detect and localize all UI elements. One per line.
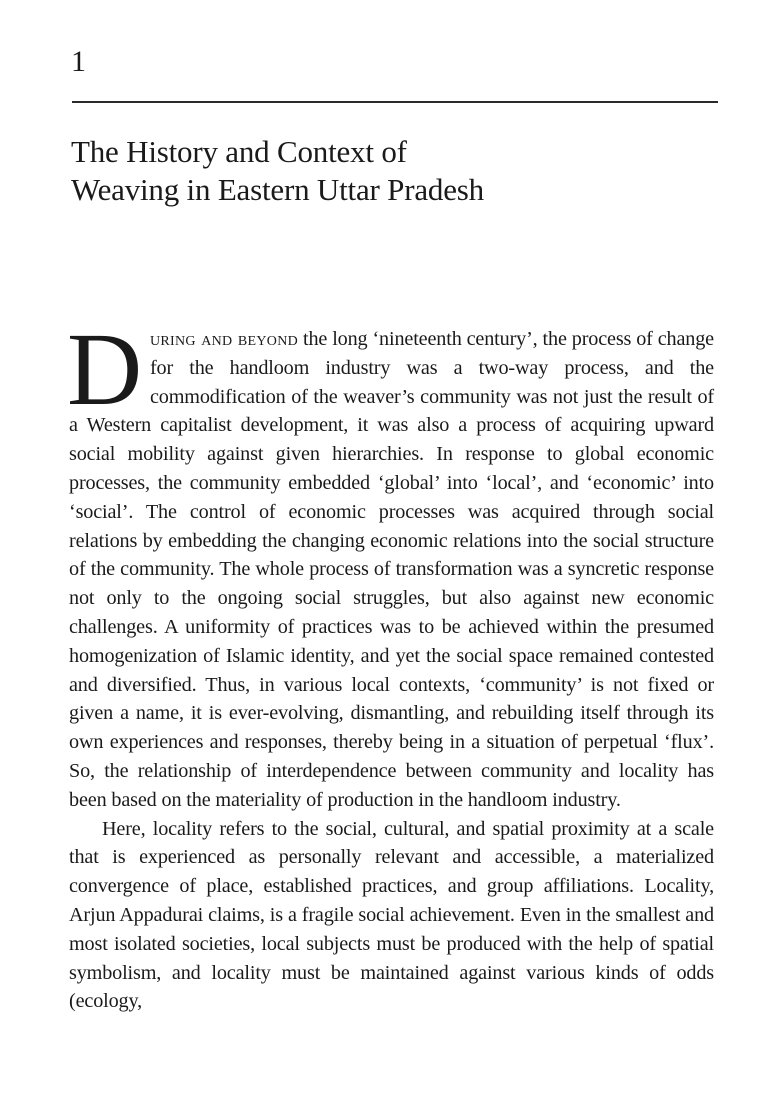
lead-small-caps: uring and beyond xyxy=(149,328,299,350)
body-paragraph-2: Here, locality refers to the social, cultural, and spatial proximity at a scale that is experienced as personally relevant and accessible, a materialized convergence of place, established practices, and group affiliations. Locality, Arjun Appadurai claims, is a fragile social achievement. Even in the smallest and most isolated societies, local subjects must be produced with the help of spatial symbolism, and locality must be maintained against various kinds of odds (ecology, xyxy=(69,817,714,1013)
chapter-title-line-2: Weaving in Eastern Uttar Pradesh xyxy=(71,172,484,207)
chapter-body xyxy=(67,312,714,1016)
chapter-title xyxy=(71,133,691,209)
body-paragraph-1 xyxy=(67,312,714,815)
drop-cap: D xyxy=(67,312,142,427)
paragraph-1-text: the long ‘nineteenth century’, the process of change for the handloom industry was a two-way process, and the commodification of the weaver’s community was not just the result of a Western capitalist development, it was also a process of acquiring upward social mobility against given hierarchies. In response to global economic processes, the community embedded ‘global’ into ‘local’, and ‘economic’ into ‘social’. The control of economic processes was acquired through social relations by embedding the changing economic relations into the social structure of the community. The whole process of transformation was a syncretic response not only to the ongoing social struggles, but also against new economic challenges. A uniformity of practices was to be achieved within the presumed homogenization of Islamic identity, and yet the social space remained contested and diversified. Thus, in various local contexts, ‘community’ is not fixed or given a name, it is ever-evolving, dismantling, and rebuilding itself through its own experiences and responses, thereby being in a situation of perpetual ‘flux’. So, the relationship of interdependence between community and locality has been based on the materiality of production in the handloom industry. xyxy=(69,328,714,811)
chapter-divider-rule xyxy=(72,101,718,103)
chapter-title-line-1: The History and Context of xyxy=(71,134,407,169)
chapter-number: 1 xyxy=(71,45,86,78)
